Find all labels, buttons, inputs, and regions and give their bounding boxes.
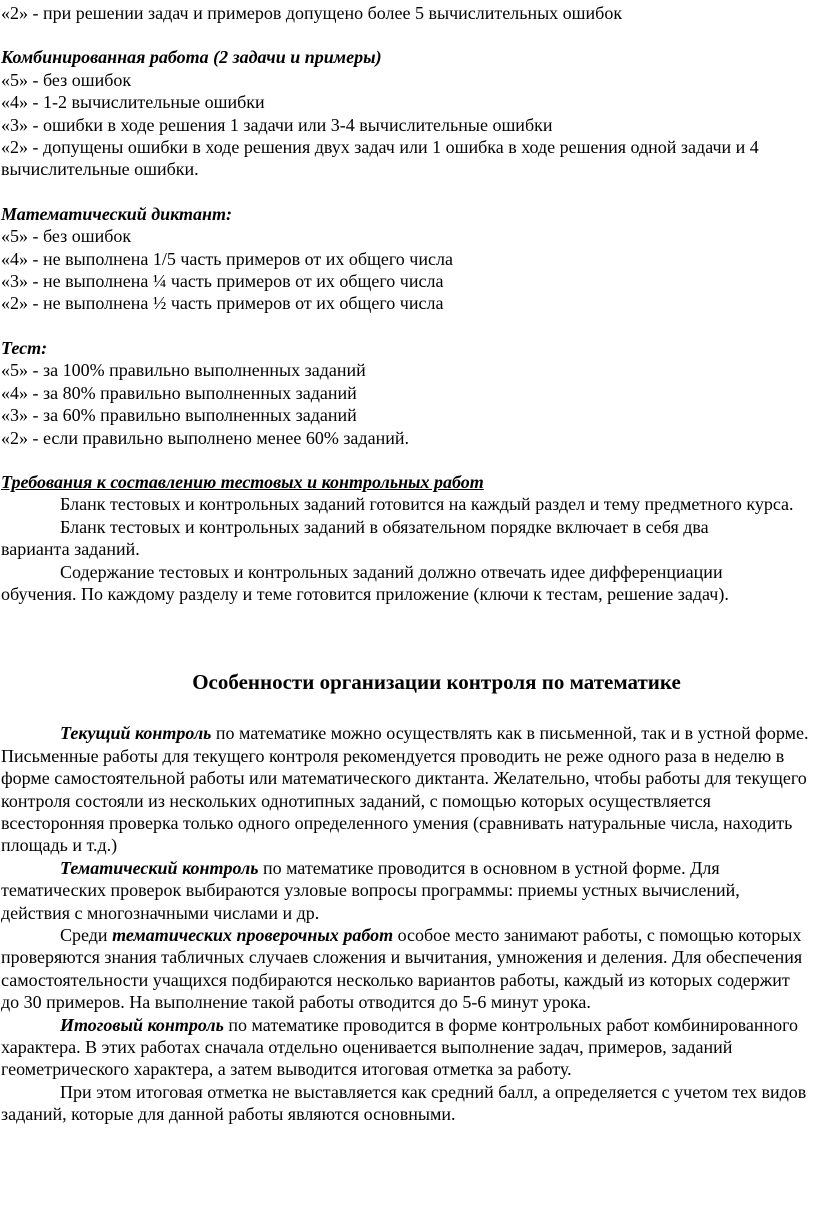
combined-item: «4» - 1-2 вычислительные ошибки (1, 92, 265, 113)
thematic-control-text: по математике проводится в основном в устной форме. Для тематических проверок выбираются узловые вопросы программы: приемы устных вычислений, действия с многозначными числами и др. (1, 857, 740, 923)
test-heading: Тест: (1, 337, 48, 358)
combined-heading: Комбинированная работа (2 задачи и примеры) (1, 47, 382, 68)
combined-item: «3» - ошибки в ходе решения 1 задачи или 3-4 вычислительные ошибки (1, 114, 553, 135)
thematic-tests-paragraph (1, 924, 809, 1014)
current-control-term: Текущий контроль (60, 723, 212, 744)
current-control-paragraph (1, 722, 809, 856)
section-title: Особенности организации контроля по математике (192, 670, 681, 695)
combined-item: «2» - допущены ошибки в ходе решения двух задач или 1 ошибка в ходе решения одной задачи и 4 вычислительные ошибки. (1, 137, 759, 180)
thematic-control-paragraph (1, 857, 809, 924)
test-item: «4» - за 80% правильно выполненных заданий (1, 382, 357, 403)
thematic-tests-pre: Среди (60, 925, 113, 945)
test-item: «3» - за 60% правильно выполненных заданий (1, 405, 357, 426)
combined-item: «5» - без ошибок (1, 69, 132, 90)
requirements-paragraph: Бланк тестовых и контрольных заданий готовится на каждый раздел и тему предметного курса. (60, 494, 794, 515)
final-mark-paragraph: При этом итоговая отметка не выставляется как средний балл, а определяется с учетом тех видов заданий, которые для данной работы являются основными. (1, 1081, 807, 1125)
top-grade-line: «2» - при решении задач и примеров допущено более 5 вычислительных ошибок (1, 3, 623, 23)
current-control-text: по математике можно осуществлять как в письменной, так и в устной форме. Письменные работы для текущего контроля рекомендуется проводить не реже одного раза в неделю в форме самостоятельной работы или математического диктанта. Желательно, чтобы работы для текущего контроля состояли из нескольких однотипных заданий, с помощью которых осуществляется всесторонняя проверка только одного определенного умения (сравнивать натуральные числа, находить площадь и т.д.) (1, 723, 809, 856)
thematic-tests-text: особое место занимают работы, с помощью которых проверяются знания табличных случаев сложения и вычитания, умножения и деления. Для обеспечения самостоятельности учащихся подбираются несколько вариантов работы, каждый из которых содержит до 30 примеров. На выполнение такой работы отводится до 5-6 минут урока. (1, 925, 803, 1013)
dictation-item: «3» - не выполнена ¼ часть примеров от их общего числа (1, 271, 444, 292)
requirements-heading: Требования к составлению тестовых и контрольных работ (1, 471, 484, 492)
test-item: «2» - если правильно выполнено менее 60% заданий. (1, 427, 409, 448)
requirements-paragraph: Бланк тестовых и контрольных заданий в обязательном порядке включает в себя два варианта заданий. (1, 516, 709, 560)
requirements-paragraph: Содержание тестовых и контрольных заданий должно отвечать идее дифференциации обучения. По каждому разделу и теме готовится приложение (ключи к тестам, решение задач). (1, 561, 729, 604)
dictation-item: «5» - без ошибок (1, 226, 132, 247)
dictation-item: «2» - не выполнена ½ часть примеров от их общего числа (1, 293, 444, 314)
thematic-control-term: Тематический контроль (60, 857, 259, 878)
final-control-paragraph (1, 1014, 809, 1081)
dictation-heading: Математический диктант: (1, 203, 233, 224)
final-control-term: Итоговый контроль (60, 1014, 224, 1035)
test-item: «5» - за 100% правильно выполненных заданий (1, 360, 366, 381)
dictation-item: «4» - не выполнена 1/5 часть примеров от их общего числа (1, 248, 453, 269)
thematic-tests-term: тематических проверочных работ (112, 925, 394, 945)
final-control-text: по математике проводится в форме контрольных работ комбинированного характера. В этих работах сначала отдельно оценивается выполнение задач, примеров, заданий геометрического характера, а затем выводится итоговая отметка за работу. (1, 1014, 799, 1080)
